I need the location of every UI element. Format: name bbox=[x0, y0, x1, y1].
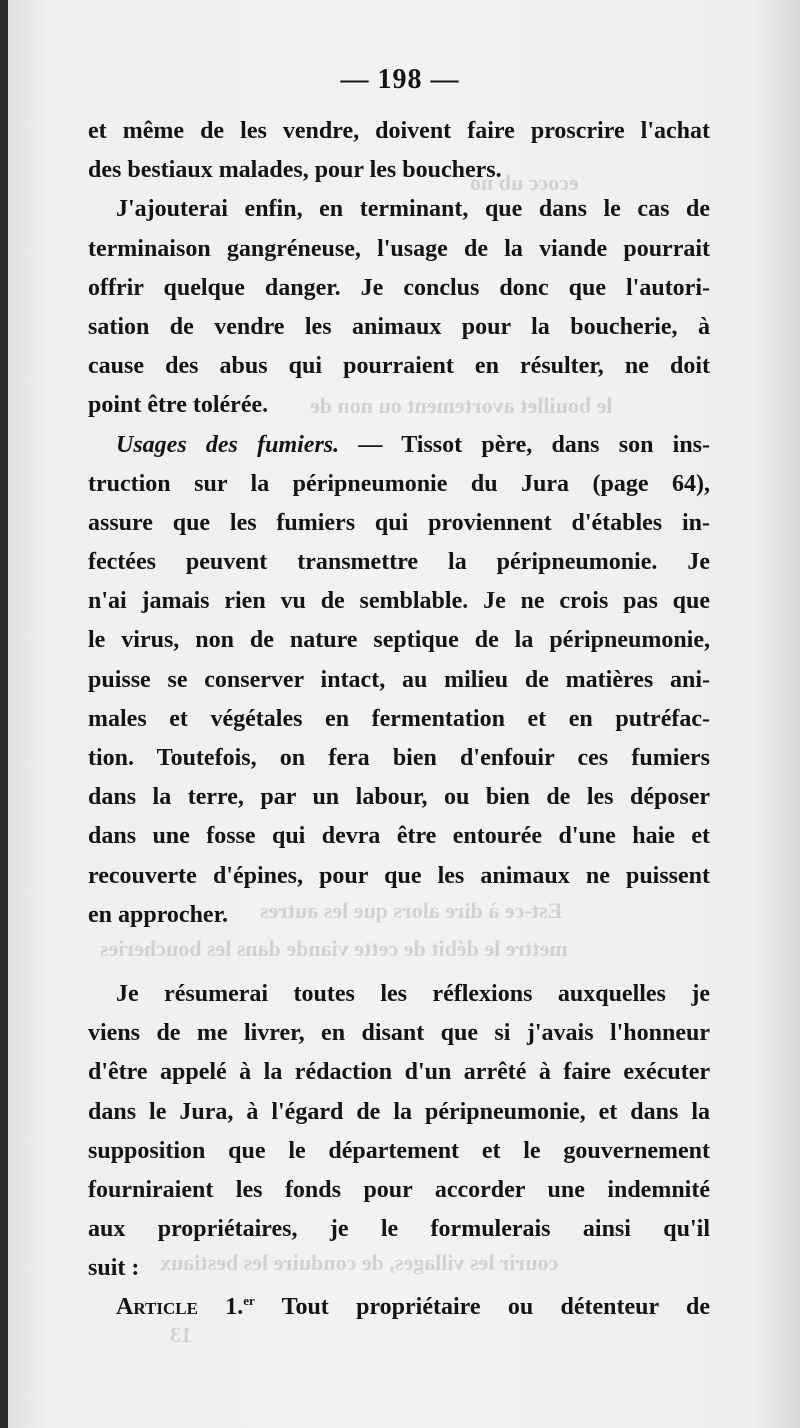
article-line bbox=[88, 1288, 710, 1327]
text-line: J'ajouterai enfin, en terminant, que dans le cas de bbox=[116, 196, 710, 223]
text-line: dans une fosse qui devra être entourée d'une haie et bbox=[88, 823, 710, 850]
article-number: 1. bbox=[225, 1294, 244, 1321]
text-line: fourniraient les fonds pour accorder une indemnité bbox=[88, 1176, 710, 1203]
text-line: n'ai jamais rien vu de semblable. Je ne crois pas que bbox=[88, 588, 710, 615]
text-line: le virus, non de nature septique de la péripneumonie, bbox=[88, 627, 710, 654]
paragraph-spacer bbox=[88, 935, 710, 975]
bleed-through: le bouillet avortement ou non de bbox=[310, 393, 613, 418]
text-line: supposition que le département et le gouvernement bbox=[88, 1137, 710, 1164]
text-line bbox=[88, 426, 710, 465]
bleed-through: 13 bbox=[170, 1322, 192, 1347]
section-heading: Usages des fumiers. bbox=[116, 431, 340, 458]
bleed-through: Est-ce à dire alors que les autres bbox=[260, 898, 563, 923]
article-text: Tout propriétaire ou détenteur de bbox=[281, 1294, 710, 1321]
scan-edge bbox=[0, 0, 8, 1428]
body-text bbox=[88, 112, 710, 1328]
text-line: tion. Toutefois, on fera bien d'enfouir ces fumiers bbox=[88, 745, 710, 771]
text-line: sation de vendre les animaux pour la boucherie, à bbox=[88, 313, 710, 340]
text-line: d'être appelé à la rédaction d'un arrêté à faire exécuter bbox=[88, 1059, 710, 1086]
text-line: dans le Jura, à l'égard de la péripneumonie, et dans la bbox=[88, 1098, 710, 1125]
text-line: terminaison gangréneuse, l'usage de la viande pourrait bbox=[88, 235, 710, 262]
text-line: et même de les vendre, doivent faire proscrire l'achat bbox=[88, 118, 710, 144]
text-line: aux propriétaires, je le formulerais ainsi qu'il bbox=[88, 1216, 710, 1243]
text-line: Je résumerai toutes les réflexions auxquelles je bbox=[116, 980, 710, 1007]
text-line: cause des abus qui pourraient en résulter, ne doit bbox=[88, 353, 710, 380]
text-run: — Tissot père, dans son ins- bbox=[358, 431, 711, 458]
text-line: point être tolérée. bbox=[88, 392, 269, 419]
text-line: en approcher. bbox=[88, 901, 229, 928]
text-line: puisse se conserver intact, au milieu de matières ani- bbox=[88, 666, 710, 693]
bleed-through: courir les villages, de conduire les bestiaux bbox=[160, 1250, 559, 1275]
text-line: offrir quelque danger. Je conclus donc que l'autori- bbox=[88, 274, 710, 301]
article-label: Article bbox=[116, 1294, 198, 1321]
text-line: dans la terre, par un labour, ou bien de les déposer bbox=[88, 784, 710, 811]
text-line: assure que les fumiers qui proviennent d'étables in- bbox=[88, 509, 710, 536]
text-line: viens de me livrer, en disant que si j'avais l'honneur bbox=[88, 1020, 710, 1047]
article-number-suffix: er bbox=[243, 1293, 255, 1309]
bleed-through: ecocc ub no bbox=[470, 170, 579, 195]
text-line: truction sur la péripneumonie du Jura (page 64), bbox=[88, 470, 710, 497]
text-line: fectées peuvent transmettre la péripneumonie. Je bbox=[88, 549, 710, 576]
bleed-through: mettre le débit de cette viande dans les boucheries bbox=[100, 936, 568, 961]
page-number: — 198 — bbox=[340, 64, 460, 95]
text-line: suit : bbox=[88, 1255, 140, 1282]
text-line: males et végétales en fermentation et en putréfac- bbox=[88, 705, 710, 732]
text-line: recouverte d'épines, pour que les animaux ne puissent bbox=[88, 862, 710, 889]
text-line: des bestiaux malades, pour les bouchers. bbox=[88, 157, 502, 184]
